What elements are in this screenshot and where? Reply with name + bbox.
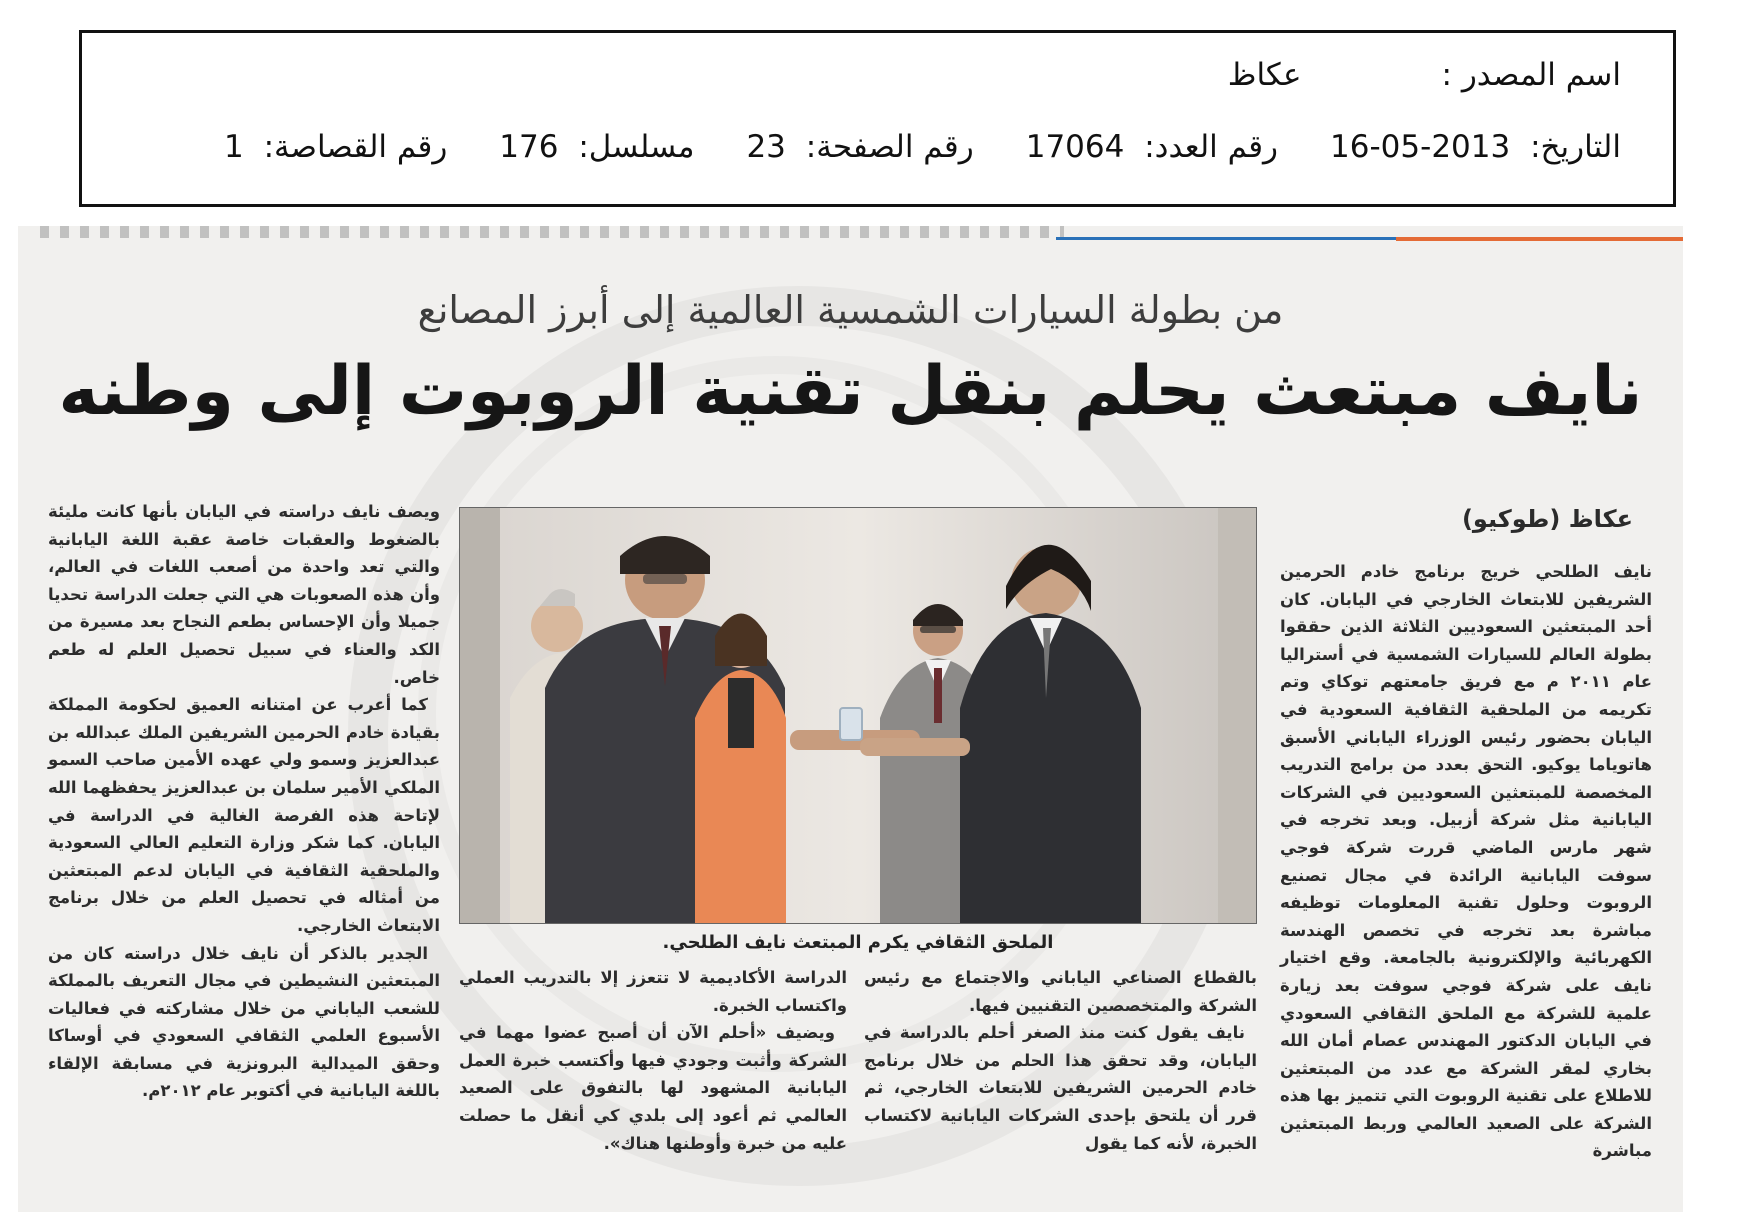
article-column-left: [48, 498, 440, 1105]
top-red-rule: [1396, 237, 1683, 241]
source-row: [1228, 55, 1621, 95]
award-ceremony-illustration: [460, 508, 1257, 924]
paragraph: بالقطاع الصناعي الياباني والاجتماع مع رئيس الشركة والمتخصصين التقنيين فيها.: [864, 968, 1257, 1015]
serial-field: [499, 129, 694, 165]
page-label: رقم الصفحة:: [805, 129, 974, 165]
page-field: [746, 129, 973, 165]
top-blue-rule: [1056, 237, 1400, 240]
source-value: عكاظ: [1227, 57, 1302, 93]
issue-value: 17064: [1025, 129, 1125, 165]
serial-value: 176: [499, 129, 559, 165]
article-column-right: [1280, 558, 1652, 1165]
paragraph: الدراسة الأكاديمية لا تتعزز إلا بالتدريب العملي واكتساب الخبرة.: [459, 968, 847, 1015]
clip-number-field: [224, 129, 447, 165]
article-photo: [459, 507, 1257, 924]
article-column-mid-right: [864, 964, 1257, 1157]
paragraph: ويضيف «أحلم الآن أن أصبح عضوا مهما في الشركة وأثبت وجودي فيها وأكتسب خبرة العمل اليابانية المشهود لها بالتفوق على الصعيد العالمي ثم أعود إلى بلدي كي أنقل ما حصلت عليه من خبرة وأوطنها هناك».: [459, 1023, 847, 1153]
paragraph: الجدير بالذكر أن نايف خلال دراسته كان من المبتعثين النشيطين في مجال التعريف بالمملكة للشعب الياباني من خلال مشاركته في فعاليات الأسبوع العلمي الثقافي السعودي في أوساكا وحقق الميدالية البرونزية في مسابقة الإلقاء باللغة اليابانية في أكتوبر عام ٢٠١٢م.: [48, 943, 440, 1101]
paragraph: نايف يقول كنت منذ الصغر أحلم بالدراسة في اليابان، وقد تحقق هذا الحلم من خلال برنامج خادم الحرمين الشريفين للابتعاث الخارجي، ثم قرر أن يلتحق بإحدى الشركات اليابانية لاكتساب الخبرة، لأنه كما يقول: [864, 1023, 1257, 1153]
page-value: 23: [746, 129, 786, 165]
article-subheadline: من بطولة السيارات الشمسية العالمية إلى أبرز المصانع: [417, 288, 1284, 332]
clipping-metadata-box: [79, 30, 1676, 207]
date-value: 2013-05-16: [1330, 129, 1511, 165]
clip-number-label: رقم القصاصة:: [263, 129, 448, 165]
serial-label: مسلسل:: [578, 129, 695, 165]
date-field: [1330, 129, 1621, 165]
source-label: اسم المصدر :: [1441, 57, 1621, 93]
top-strip: [40, 226, 1064, 238]
issue-label: رقم العدد:: [1144, 129, 1279, 165]
newspaper-clipping: [18, 226, 1683, 1212]
paragraph: نايف الطلحي خريج برنامج خادم الحرمين الشريفين للابتعاث الخارجي في اليابان. كان أحد المبتعثين السعوديين الثلاثة الذين حققوا بطولة العالم للسيارات الشمسية في أستراليا عام ٢٠١١ م مع فريق جامعتهم توكاي وتم تكريمه من الملحقية الثقافية السعودية في اليابان بحضور رئيس الوزراء الياباني الأسبق هاتوياما يوكيو. التحق بعدد من برامج التدريب المخصصة للمبتعثين السعوديين في الشركات اليابانية مثل شركة أزبيل. وبعد تخرجه في شهر مارس الماضي قررت شركة فوجي سوفت اليابانية الرائدة في مجال تصنيع الروبوت وحلول تقنية المعلومات توظيفه مباشرة بعد تخرجه في تخصص الهندسة الكهربائية والإلكترونية بالجامعة. وقع اختيار نايف على شركة فوجي سوفت بعد زيارة علمية للشركة مع الملحق الثقافي السعودي في اليابان الدكتور المهندس عصام أمان الله بخاري لمقر الشركة مع عدد من المبتعثين للاطلاع على تقنية الروبوت التي تتميز بها هذه الشركة على الصعيد العالمي وربط المبتعثين مباشرة: [1280, 562, 1652, 1161]
date-label: التاريخ:: [1530, 129, 1621, 165]
metadata-row: [224, 127, 1621, 167]
photo-caption: الملحق الثقافي يكرم المبتعث نايف الطلحي.: [662, 932, 1054, 953]
article-dateline: عكاظ (طوكيو): [1461, 505, 1633, 533]
clip-number-value: 1: [223, 129, 244, 165]
paragraph: كما أعرب عن امتنانه العميق لحكومة المملكة بقيادة خادم الحرمين الشريفين الملك عبدالله بن عبدالعزيز وسمو ولي عهده الأمين صاحب السمو الملكي الأمير سلمان بن عبدالعزيز يحفظهما الله لإتاحة هذه الفرصة الغالية في الدراسة في اليابان. كما شكر وزارة التعليم العالي السعودية والملحقية الثقافية في اليابان لدعم المبتعثين من أمثاله في تحصيل العلم من خلال برنامج الابتعاث الخارجي.: [48, 695, 440, 935]
article-headline: نايف مبتعث يحلم بنقل تقنية الروبوت إلى وطنه: [58, 352, 1643, 431]
paragraph: ويصف نايف دراسته في اليابان بأنها كانت مليئة بالضغوط والعقبات خاصة عقبة اللغة اليابانية والتي تعد واحدة من أصعب اللغات في العالم، وأن هذه الصعوبات هي التي جعلت الدراسة تحديا جميلا وأن الإحساس بطعم النجاح بعد مسيرة من الكد والعناء في سبيل تحصيل العلم له طعم خاص.: [48, 502, 440, 687]
issue-field: [1026, 129, 1278, 165]
article-column-mid-left: [459, 964, 847, 1157]
